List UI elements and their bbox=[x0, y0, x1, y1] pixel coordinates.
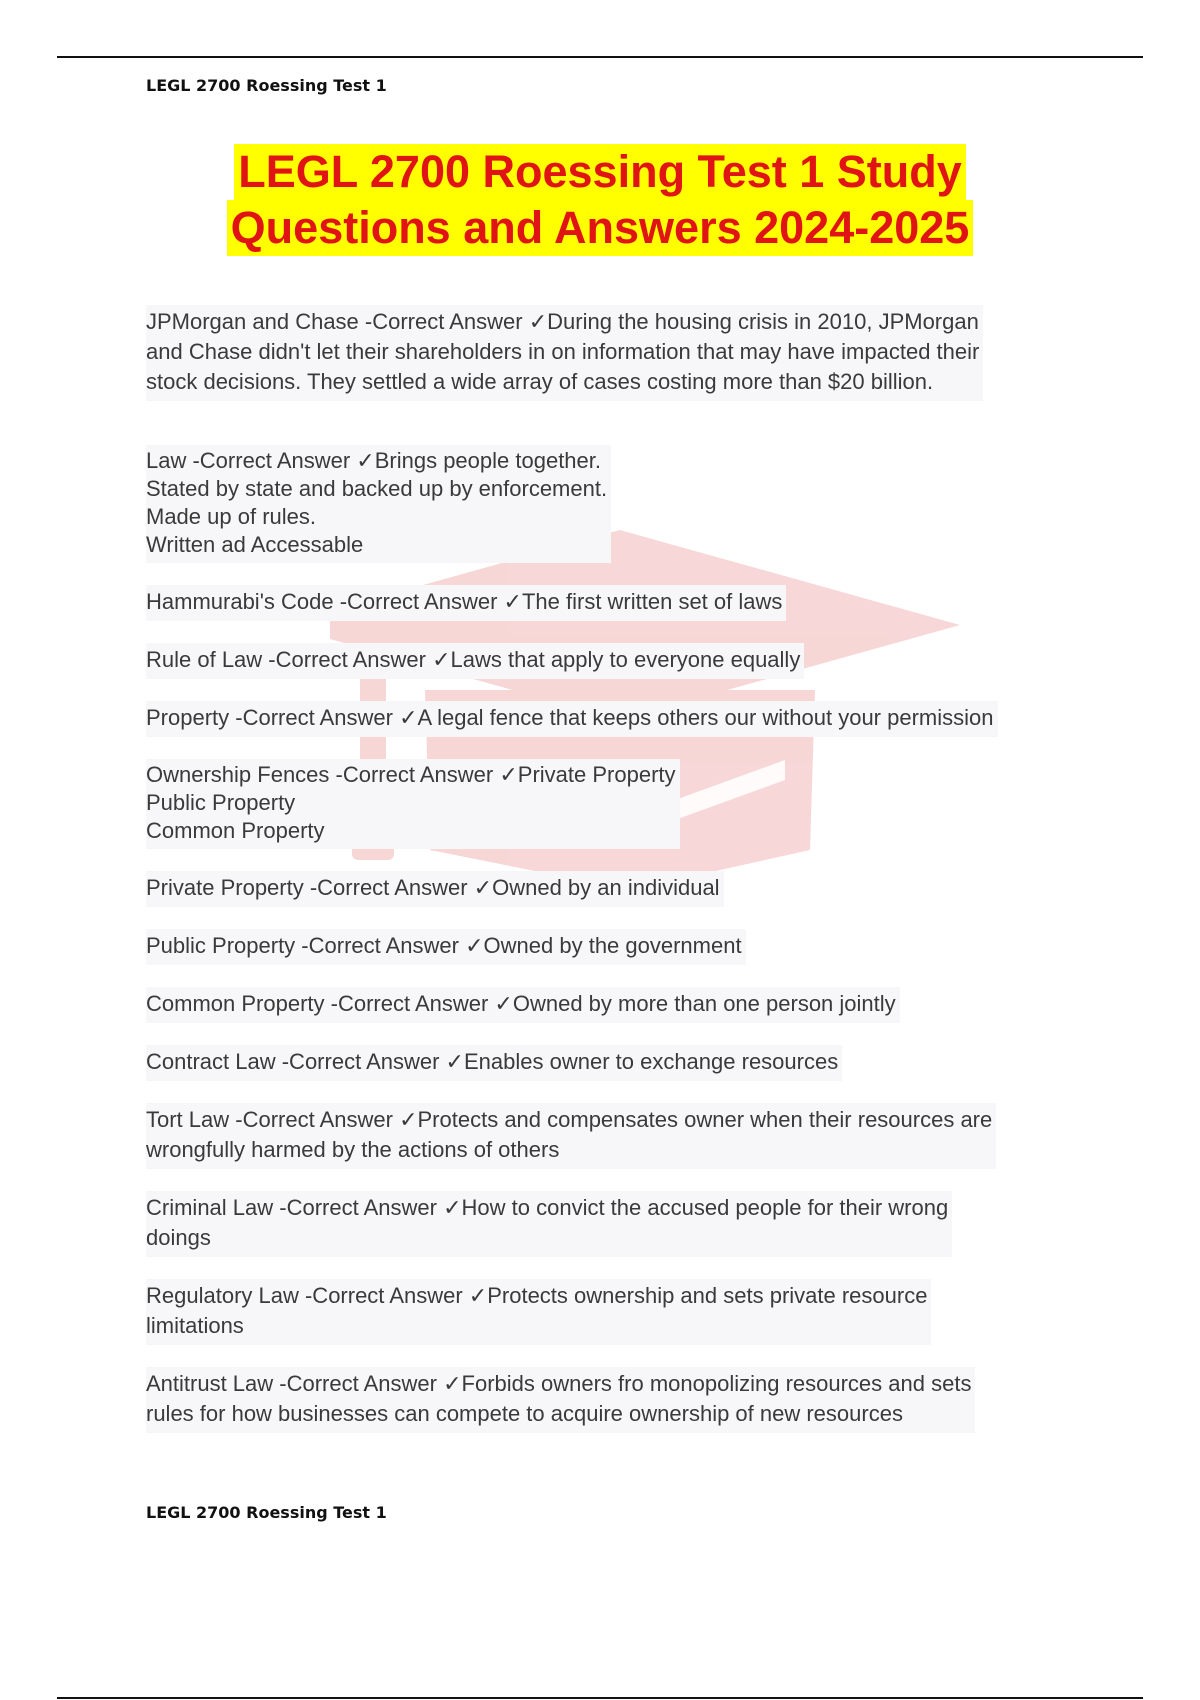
qa-item bbox=[146, 929, 1086, 965]
qa-item bbox=[146, 1367, 1086, 1433]
qa-item bbox=[146, 1045, 1086, 1081]
qa-item bbox=[146, 1103, 1086, 1169]
bottom-rule bbox=[57, 1697, 1143, 1699]
qa-item bbox=[146, 643, 1086, 679]
qa-item bbox=[146, 445, 1086, 563]
qa-item bbox=[146, 305, 1086, 401]
qa-text: Criminal Law -Correct Answer ✓How to convict the accused people for their wrong doings bbox=[146, 1191, 952, 1257]
qa-text: Property -Correct Answer ✓A legal fence that keeps others our without your permission bbox=[146, 701, 998, 737]
qa-item bbox=[146, 987, 1086, 1023]
qa-item bbox=[146, 1191, 1086, 1257]
qa-item bbox=[146, 1279, 1086, 1345]
qa-text: Law -Correct Answer ✓Brings people together. Stated by state and backed up by enforcement. Made up of rules. Written ad Accessable bbox=[146, 445, 611, 563]
qa-text: Ownership Fences -Correct Answer ✓Private Property Public Property Common Property bbox=[146, 759, 680, 849]
title-line-2: Questions and Answers 2024-2025 bbox=[227, 200, 974, 256]
title-line-1: LEGL 2700 Roessing Test 1 Study bbox=[234, 144, 966, 200]
qa-text: Antitrust Law -Correct Answer ✓Forbids owners fro monopolizing resources and sets rules for how businesses can compete to acquire ownership of new resources bbox=[146, 1367, 975, 1433]
qa-text: Public Property -Correct Answer ✓Owned by the government bbox=[146, 929, 746, 965]
qa-text: Hammurabi's Code -Correct Answer ✓The first written set of laws bbox=[146, 585, 786, 621]
qa-text: Tort Law -Correct Answer ✓Protects and compensates owner when their resources are wrongfully harmed by the actions of others bbox=[146, 1103, 996, 1169]
qa-list bbox=[146, 305, 1086, 1455]
qa-item bbox=[146, 759, 1086, 849]
qa-item bbox=[146, 585, 1086, 621]
qa-text: Regulatory Law -Correct Answer ✓Protects ownership and sets private resource limitations bbox=[146, 1279, 931, 1345]
document-title bbox=[0, 144, 1200, 256]
qa-text: Rule of Law -Correct Answer ✓Laws that apply to everyone equally bbox=[146, 643, 804, 679]
qa-text: JPMorgan and Chase -Correct Answer ✓During the housing crisis in 2010, JPMorgan and Chase didn't let their shareholders in on information that may have impacted their stock decisions. They settled a wide array of cases costing more than $20 billion. bbox=[146, 305, 983, 401]
qa-item bbox=[146, 701, 1086, 737]
running-header: LEGL 2700 Roessing Test 1 bbox=[146, 76, 387, 95]
qa-item bbox=[146, 871, 1086, 907]
qa-text: Common Property -Correct Answer ✓Owned by more than one person jointly bbox=[146, 987, 900, 1023]
qa-text: Contract Law -Correct Answer ✓Enables owner to exchange resources bbox=[146, 1045, 842, 1081]
qa-text: Private Property -Correct Answer ✓Owned by an individual bbox=[146, 871, 724, 907]
running-footer: LEGL 2700 Roessing Test 1 bbox=[146, 1503, 387, 1522]
top-rule bbox=[57, 56, 1143, 58]
